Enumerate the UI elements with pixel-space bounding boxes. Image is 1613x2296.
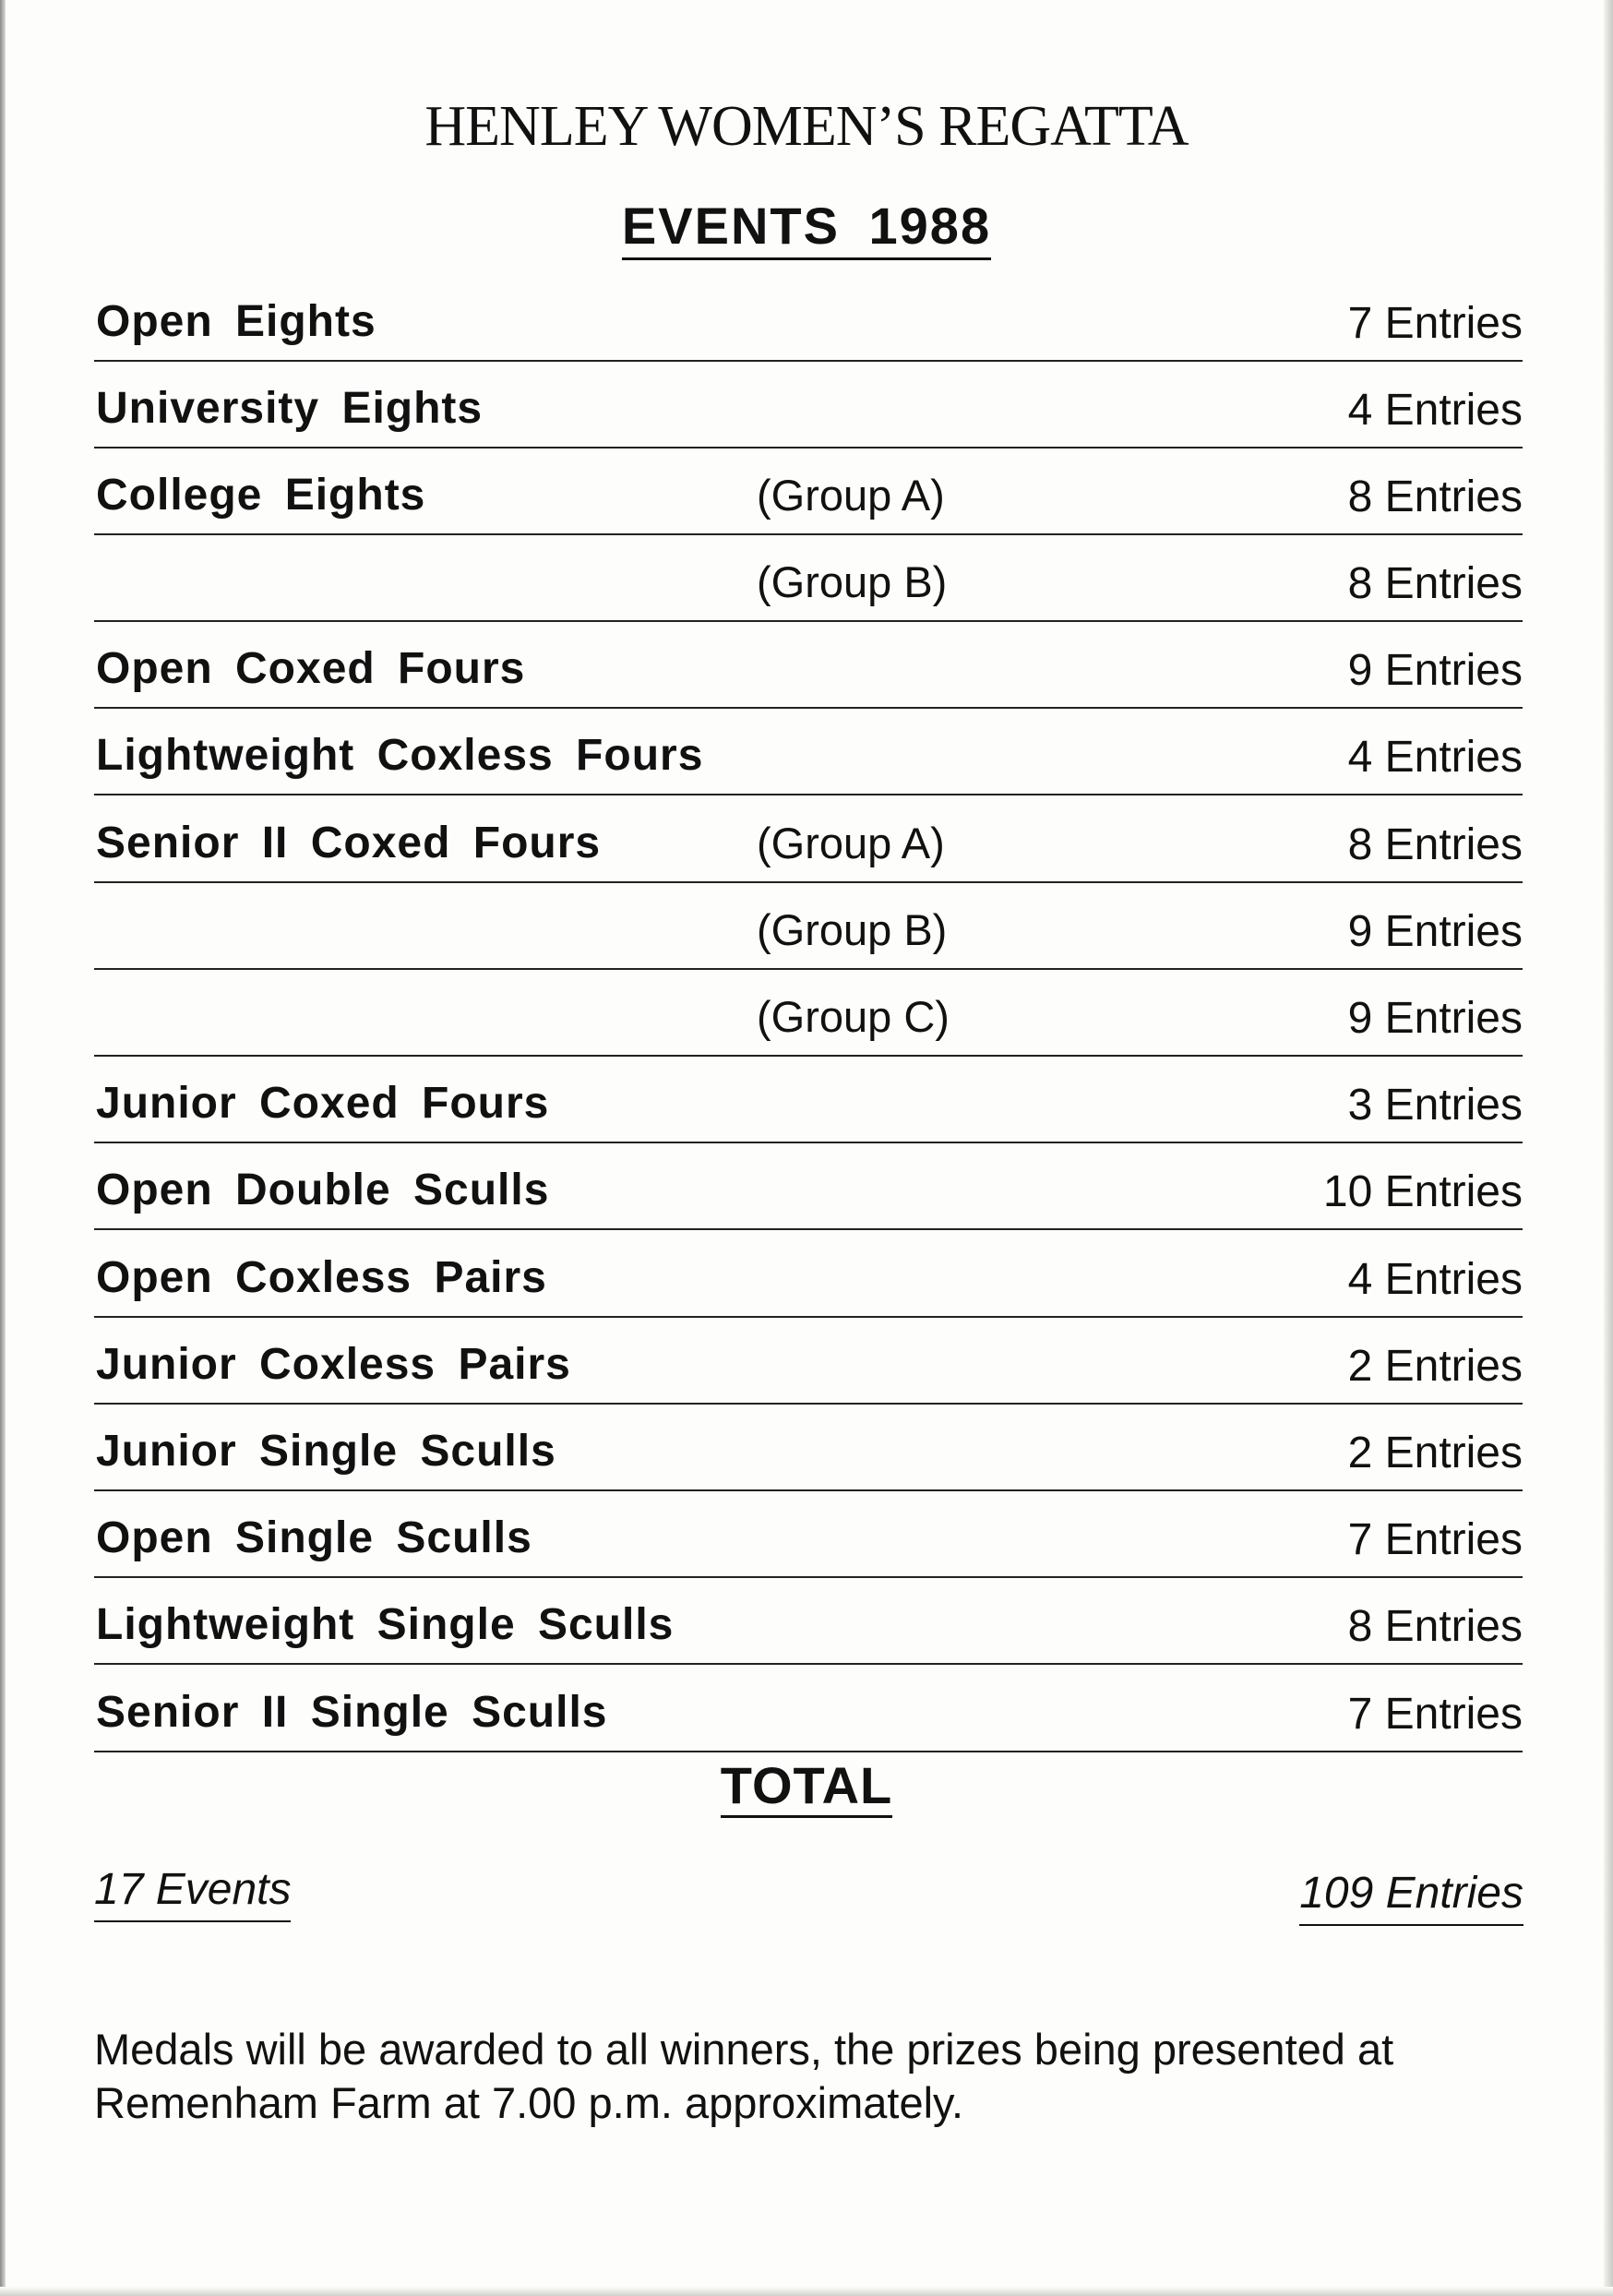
event-row <box>94 1146 1523 1231</box>
medals-note: Medals will be awarded to all winners, the prizes being presented at Remenham Farm at 7.00 p.m. approximately. <box>94 2025 1394 2127</box>
page-edge-bottom <box>0 2287 1613 2296</box>
event-name: Open Eights <box>96 296 376 346</box>
event-name: Junior Coxless Pairs <box>96 1339 571 1389</box>
event-row <box>94 625 1523 710</box>
event-entries: 2 Entries <box>1347 1341 1523 1391</box>
event-entries: 8 Entries <box>1347 559 1523 609</box>
event-row <box>94 973 1523 1058</box>
event-entries: 3 Entries <box>1347 1081 1523 1130</box>
event-entries: 8 Entries <box>1347 472 1523 521</box>
event-row <box>94 1494 1523 1579</box>
event-entries: 10 Entries <box>1322 1167 1523 1217</box>
event-row <box>94 712 1523 796</box>
event-entries: 7 Entries <box>1347 1515 1523 1565</box>
event-row <box>94 538 1523 623</box>
event-entries: 4 Entries <box>1347 385 1523 435</box>
event-entries: 2 Entries <box>1347 1428 1523 1477</box>
event-name: Lightweight Coxless Fours <box>96 731 704 781</box>
event-name: Open Coxed Fours <box>96 644 526 694</box>
event-name: College Eights <box>96 470 426 520</box>
event-row <box>94 450 1523 535</box>
page-edge-right <box>1604 0 1613 2296</box>
event-name: Junior Coxed Fours <box>96 1079 550 1129</box>
event-entries: 9 Entries <box>1347 646 1523 696</box>
events-table <box>94 277 1523 1754</box>
event-row <box>94 1059 1523 1144</box>
event-name: Lightweight Single Sculls <box>96 1600 675 1650</box>
subheading-container <box>0 196 1613 260</box>
event-entries: 8 Entries <box>1347 1602 1523 1652</box>
total-events: 17 Events <box>94 1864 291 1922</box>
event-row <box>94 798 1523 883</box>
event-name: Open Single Sculls <box>96 1513 532 1563</box>
event-group: (Group A) <box>757 470 945 520</box>
event-entries: 9 Entries <box>1347 994 1523 1043</box>
events-subheading: EVENTS 1988 <box>622 196 991 260</box>
event-row <box>94 1406 1523 1491</box>
total-heading-container <box>0 1755 1613 1818</box>
total-heading: TOTAL <box>721 1755 892 1818</box>
event-entries: 7 Entries <box>1347 1689 1523 1739</box>
total-entries: 109 Entries <box>1299 1868 1523 1926</box>
event-entries: 9 Entries <box>1347 906 1523 956</box>
event-entries: 4 Entries <box>1347 733 1523 783</box>
event-group: (Group A) <box>757 818 945 867</box>
event-row <box>94 1581 1523 1666</box>
event-name: Junior Single Sculls <box>96 1426 556 1476</box>
page-title: HENLEY WOMEN’S REGATTA <box>424 95 1189 158</box>
event-entries: 7 Entries <box>1347 298 1523 348</box>
event-row <box>94 1668 1523 1752</box>
event-name: Open Coxless Pairs <box>96 1252 547 1302</box>
page-edge-left <box>0 0 6 2296</box>
event-group: (Group B) <box>757 557 948 607</box>
event-entries: 4 Entries <box>1347 1254 1523 1304</box>
event-name: Senior II Single Sculls <box>96 1687 608 1737</box>
event-row <box>94 364 1523 448</box>
event-entries: 8 Entries <box>1347 819 1523 869</box>
event-row <box>94 277 1523 362</box>
event-row <box>94 1320 1523 1405</box>
event-name: University Eights <box>96 383 484 433</box>
event-group: (Group B) <box>757 904 948 954</box>
event-name: Open Double Sculls <box>96 1166 550 1215</box>
event-group: (Group C) <box>757 992 950 1041</box>
event-row <box>94 885 1523 970</box>
event-name: Senior II Coxed Fours <box>96 818 602 867</box>
event-row <box>94 1233 1523 1318</box>
